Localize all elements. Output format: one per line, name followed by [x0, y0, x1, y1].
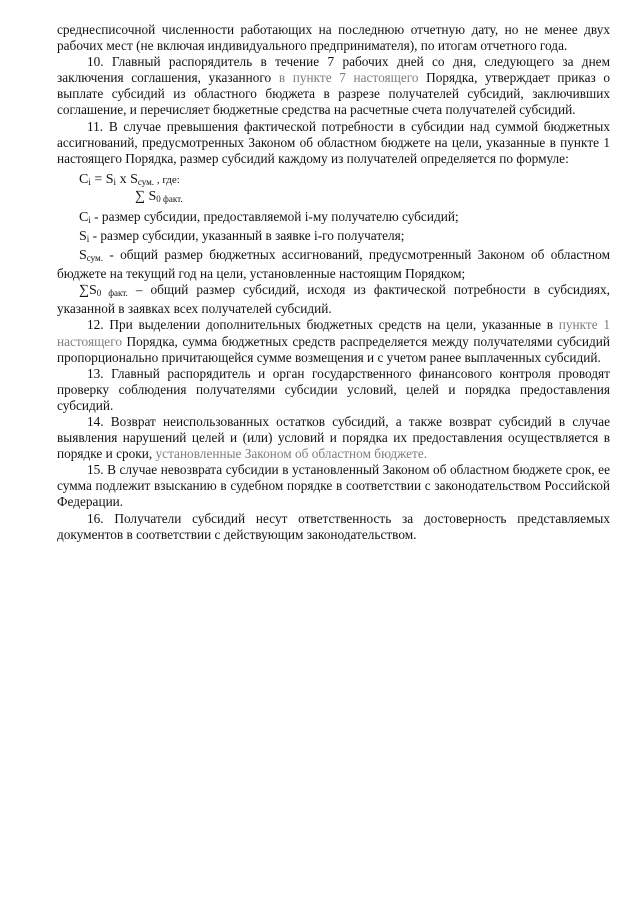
paragraph-12-text-b: Порядка, сумма бюджетных средств распределяется между получателями субсидий пропорционально причитающейся сумме возмещения и с учетом ранее выплаченных субсидий. — [57, 333, 610, 365]
formula-numerator: $C_i = S_i$ x $S_{сум.}$ , где: — [79, 171, 180, 187]
definition-sum-fact: $\sum S_{0 факт.}$ – общий размер субсидий, исходя из фактической потребности в субсидиях, указанной в заявках всех получателей субсидий. — [57, 282, 610, 317]
paragraph-15: 15. В случае невозврата субсидии в установленный Законом об областном бюджете срок, ее сумма подлежит взысканию в судебном порядке в соответствии с законодательством Российской Федерации. — [57, 462, 610, 510]
paragraph-13: 13. Главный распорядитель и орган государственного финансового контроля проводят проверку соблюдения получателями субсидии условий, целей и порядка предоставления субсидий. — [57, 365, 610, 413]
paragraph-10-text-b: Порядка, утверждает приказ о выплате субсидий из областного бюджета в разрезе получателей субсидий, заключивших соглашение, и перечисляет бюджетные средства на расчетные счета получателей субсидий. — [57, 70, 611, 118]
definition-si: $S_i$ - размер субсидии, указанный в заявке i-го получателя; — [79, 227, 405, 244]
paragraph-12 — [57, 317, 610, 365]
paragraph-16: 16. Получатели субсидий несут ответственность за достоверность представляемых документов в соответствии с действующим законодательством. — [57, 510, 610, 542]
paragraph-10-text-a: 10. Главный распорядитель в течение 7 рабочих дней со дня, следующего за днем заключения соглашения, указанного — [57, 54, 610, 86]
paragraph-continuation: среднесписочной численности работающих на последнюю отчетную дату, но не менее двух рабочих мест (не включая индивидуального предпринимателя), по итогам отчетного года. — [57, 22, 610, 54]
paragraph-12-text-a: 12. При выделении дополнительных бюджетных средств на цели, указанные в — [87, 317, 559, 333]
definition-ci: $C_i$ - размер субсидии, предоставляемой i-му получателю субсидий; — [79, 208, 459, 225]
definition-ssum: $S_{сум.}$ - общий размер бюджетных ассигнований, предусмотренный Законом об областном бюджете на текущий год на цели, установленные настоящим Порядком; — [57, 247, 610, 282]
formula — [57, 172, 610, 209]
paragraph-10-faded: в пункте 7 настоящего — [278, 70, 419, 86]
paragraph-14 — [57, 414, 610, 462]
formula-denominator: ∑ $S_{0 факт.}$ — [135, 188, 183, 204]
paragraph-12-faded: пункте 1 настоящего — [57, 317, 610, 349]
paragraph-14-faded: установленные Законом об областном бюджете. — [155, 446, 428, 462]
paragraph-10 — [57, 54, 610, 118]
paragraph-11: 11. В случае превышения фактической потребности в субсидии над суммой бюджетных ассигнований, предусмотренных Законом об областном бюджете на цели, указанные в пункте 1 настоящего Порядка, размер субсидий каждому из получателей определяется по формуле: — [57, 118, 610, 166]
paragraph-14-text-a: 14. Возврат неиспользованных остатков субсидий, а также возврат субсидий в случае выявления нарушений целей и (или) условий и порядка их предоставления осуществляется в порядке и сроки, — [57, 413, 610, 462]
